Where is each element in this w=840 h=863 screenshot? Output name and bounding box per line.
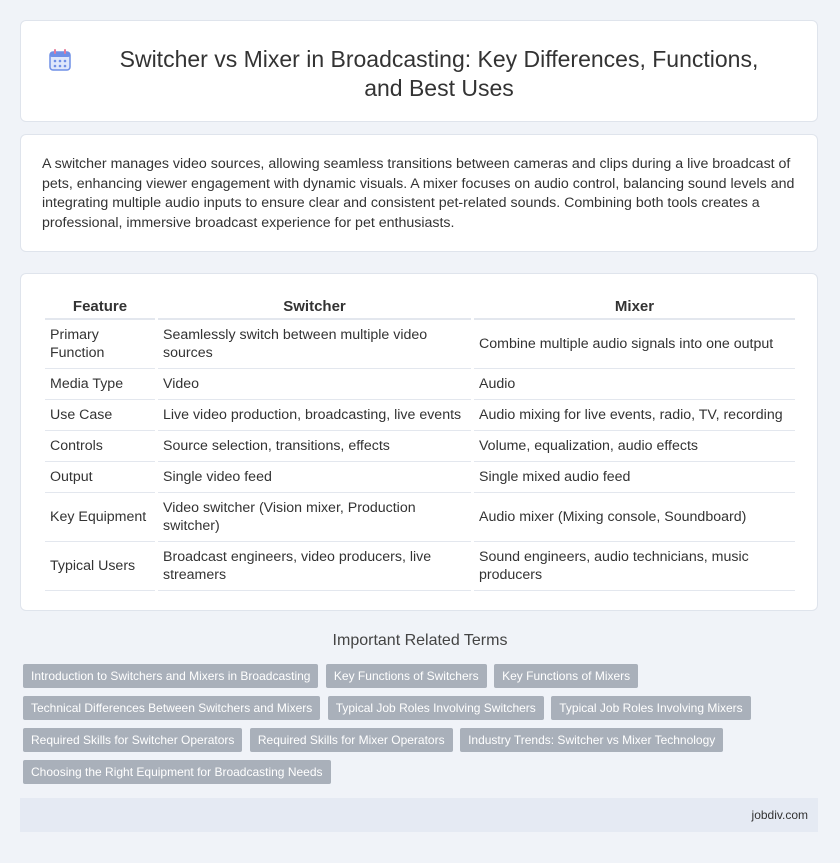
mixer-cell: Audio mixer (Mixing console, Soundboard) bbox=[474, 493, 795, 542]
mixer-cell: Combine multiple audio signals into one output bbox=[474, 320, 795, 369]
comparison-card bbox=[20, 273, 818, 611]
feature-cell: Key Equipment bbox=[45, 493, 155, 542]
mixer-cell: Audio bbox=[474, 369, 795, 400]
title-row bbox=[21, 45, 817, 103]
comparison-table bbox=[42, 292, 798, 591]
related-term-tag[interactable]: Technical Differences Between Switchers and Mixers bbox=[23, 696, 320, 720]
switcher-cell: Video switcher (Vision mixer, Production switcher) bbox=[158, 493, 471, 542]
related-term-tag[interactable]: Key Functions of Mixers bbox=[494, 664, 638, 688]
switcher-cell: Source selection, transitions, effects bbox=[158, 431, 471, 462]
mixer-cell: Sound engineers, audio technicians, music producers bbox=[474, 542, 795, 591]
switcher-cell: Live video production, broadcasting, live events bbox=[158, 400, 471, 431]
intro-paragraph: A switcher manages video sources, allowing seamless transitions between cameras and clips during a live broadcast of pets, enhancing viewer engagement with dynamic visuals. A mixer focuses on audio control, balancing sound levels and integrating multiple audio inputs to ensure clear and consistent pet-related sounds. Combining both tools creates a professional, immersive broadcast experience for pet enthusiasts. bbox=[42, 156, 795, 231]
calendar-icon bbox=[47, 47, 73, 73]
feature-cell: Media Type bbox=[45, 369, 155, 400]
mixer-cell: Audio mixing for live events, radio, TV, recording bbox=[474, 400, 795, 431]
related-term-tag[interactable]: Typical Job Roles Involving Switchers bbox=[328, 696, 544, 720]
switcher-cell: Single video feed bbox=[158, 462, 471, 493]
related-terms-list bbox=[23, 664, 793, 792]
column-header: Feature bbox=[45, 292, 155, 320]
table-row bbox=[45, 542, 795, 591]
title-card bbox=[20, 20, 818, 122]
related-term-tag[interactable]: Choosing the Right Equipment for Broadcasting Needs bbox=[23, 760, 331, 784]
table-row bbox=[45, 493, 795, 542]
related-terms-heading: Important Related Terms bbox=[332, 632, 508, 649]
footer-site-link[interactable]: jobdiv.com bbox=[751, 808, 808, 822]
related-term-tag[interactable]: Industry Trends: Switcher vs Mixer Technology bbox=[460, 728, 723, 752]
feature-cell: Use Case bbox=[45, 400, 155, 431]
column-header: Switcher bbox=[158, 292, 471, 320]
mixer-cell: Volume, equalization, audio effects bbox=[474, 431, 795, 462]
footer bbox=[20, 798, 818, 832]
table-row bbox=[45, 320, 795, 369]
column-header: Mixer bbox=[474, 292, 795, 320]
intro-card bbox=[20, 134, 818, 252]
table-row bbox=[45, 400, 795, 431]
related-term-tag[interactable]: Introduction to Switchers and Mixers in Broadcasting bbox=[23, 664, 318, 688]
page-title: Switcher vs Mixer in Broadcasting: Key Differences, Functions, and Best Uses bbox=[119, 46, 759, 101]
feature-cell: Typical Users bbox=[45, 542, 155, 591]
table-header-row bbox=[45, 292, 795, 320]
mixer-cell: Single mixed audio feed bbox=[474, 462, 795, 493]
table-row bbox=[45, 369, 795, 400]
switcher-cell: Broadcast engineers, video producers, live streamers bbox=[158, 542, 471, 591]
related-term-tag[interactable]: Required Skills for Mixer Operators bbox=[250, 728, 453, 752]
feature-cell: Output bbox=[45, 462, 155, 493]
feature-cell: Controls bbox=[45, 431, 155, 462]
feature-cell: Primary Function bbox=[45, 320, 155, 369]
switcher-cell: Seamlessly switch between multiple video sources bbox=[158, 320, 471, 369]
table-row bbox=[45, 462, 795, 493]
related-term-tag[interactable]: Key Functions of Switchers bbox=[326, 664, 487, 688]
table-row bbox=[45, 431, 795, 462]
related-term-tag[interactable]: Required Skills for Switcher Operators bbox=[23, 728, 242, 752]
switcher-cell: Video bbox=[158, 369, 471, 400]
related-term-tag[interactable]: Typical Job Roles Involving Mixers bbox=[551, 696, 750, 720]
